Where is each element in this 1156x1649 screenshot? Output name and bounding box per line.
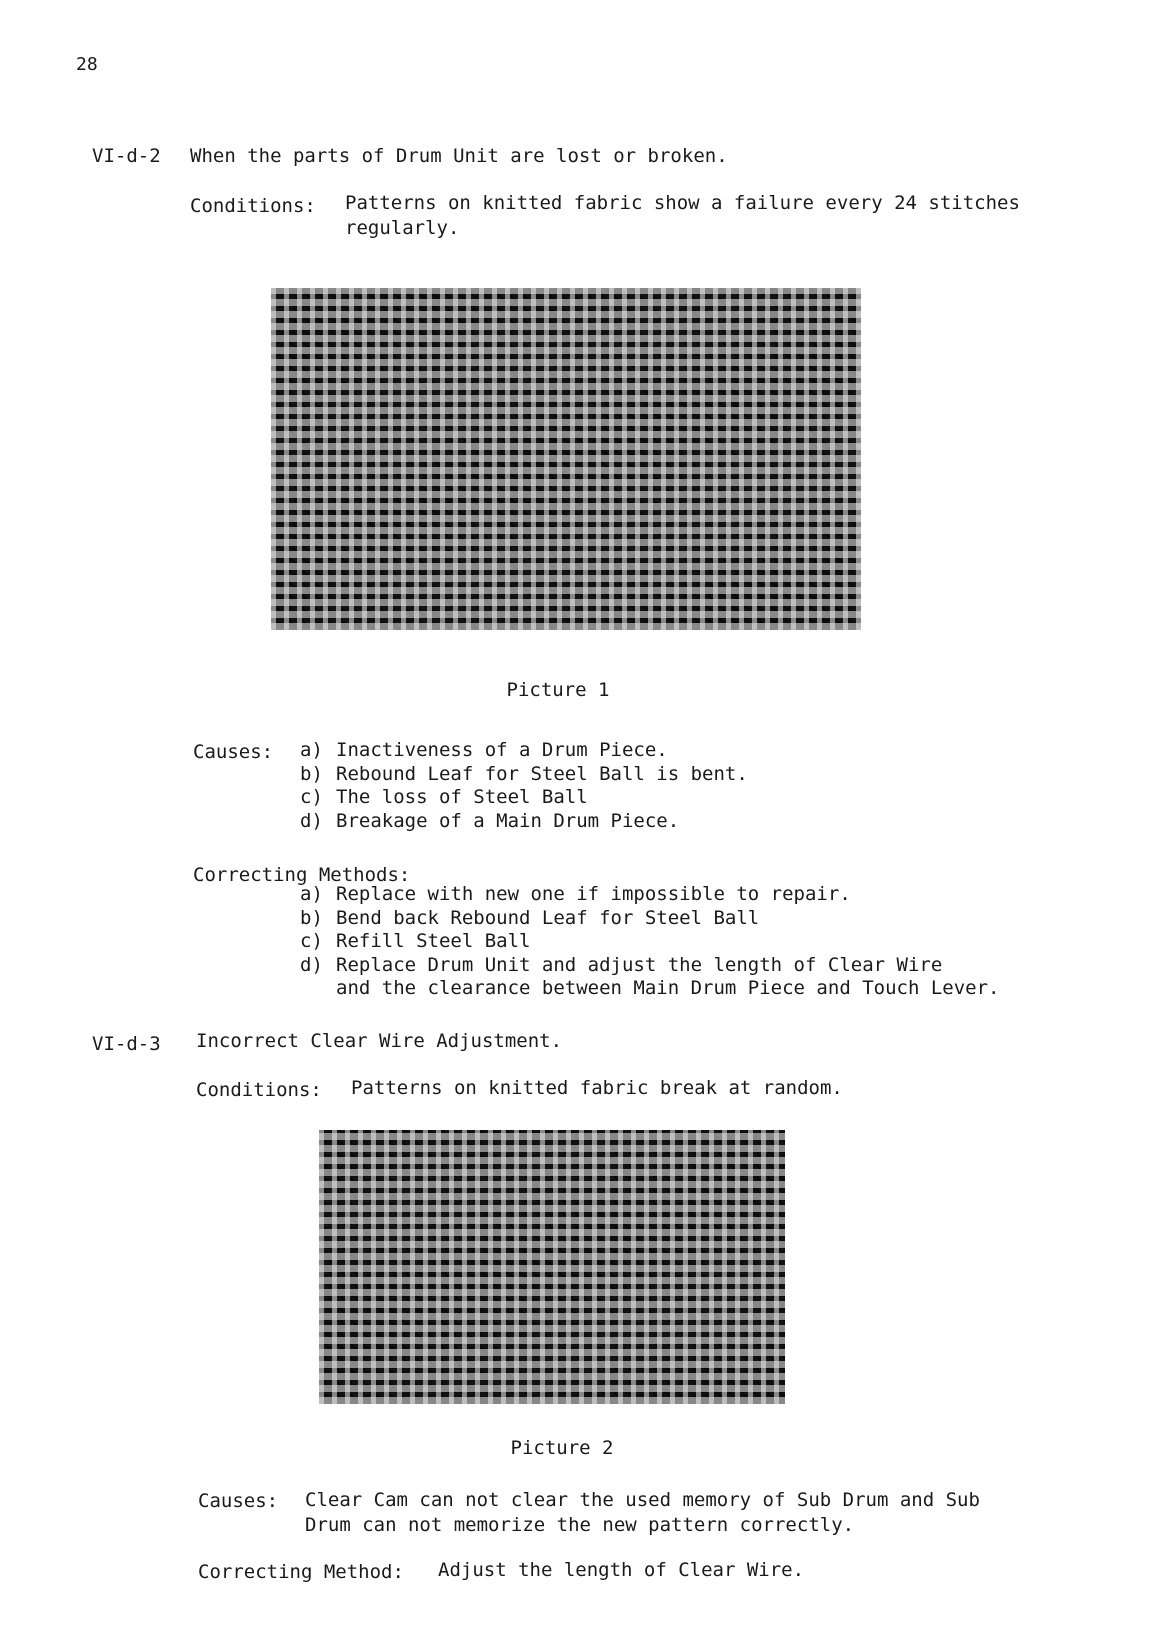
conditions-text-d3: Patterns on knitted fabric break at random. xyxy=(351,1077,843,1099)
page-number: 28 xyxy=(76,54,98,75)
method-item-a: a) Replace with new one if impossible to repair. xyxy=(300,883,851,905)
method-item-c: c) Refill Steel Ball xyxy=(300,930,531,952)
cause-item-b: b) Rebound Leaf for Steel Ball is bent. xyxy=(300,762,748,785)
conditions-text-d2-line1: Patterns on knitted fabric show a failure every 24 stitches xyxy=(345,192,1020,214)
picture-2-caption: Picture 2 xyxy=(510,1437,614,1459)
method-item-b: b) Bend back Rebound Leaf for Steel Ball xyxy=(300,906,760,929)
section-code-d2: VI-d-2 xyxy=(92,145,161,167)
section-code-d3: VI-d-3 xyxy=(92,1033,161,1055)
methods-list-d2 xyxy=(300,883,999,1001)
method-item-d: d) Replace Drum Unit and adjust the length of Clear Wire xyxy=(300,953,943,976)
fabric-photo-2 xyxy=(319,1130,785,1404)
cause-item-c: c) The loss of Steel Ball xyxy=(300,786,588,808)
cause-item-a: a) Inactiveness of a Drum Piece. xyxy=(300,739,668,761)
correcting-methods-label: Correcting Methods: xyxy=(193,864,411,886)
causes-list-d2 xyxy=(300,739,748,833)
conditions-text-d2-line2: regularly. xyxy=(345,217,460,239)
method-item-d-continued: and the clearance between Main Drum Piece and Touch Lever. xyxy=(336,977,1000,999)
section-title-d2: When the parts of Drum Unit are lost or broken. xyxy=(190,145,728,167)
conditions-label-d3: Conditions: xyxy=(196,1079,322,1101)
causes-text-d3-line2: Drum can not memorize the new pattern correctly. xyxy=(305,1514,855,1536)
causes-label-d3: Causes: xyxy=(198,1490,279,1512)
causes-label-d2: Causes: xyxy=(193,741,274,763)
conditions-label-d2: Conditions: xyxy=(190,195,316,217)
section-title-d3: Incorrect Clear Wire Adjustment. xyxy=(196,1030,563,1052)
cause-item-d: d) Breakage of a Main Drum Piece. xyxy=(300,809,680,832)
correcting-method-text: Adjust the length of Clear Wire. xyxy=(438,1559,805,1581)
causes-text-d3-line1: Clear Cam can not clear the used memory of Sub Drum and Sub xyxy=(305,1489,980,1511)
correcting-method-label: Correcting Method: xyxy=(198,1561,404,1583)
fabric-photo-1 xyxy=(271,288,861,630)
picture-1-caption: Picture 1 xyxy=(506,679,610,701)
